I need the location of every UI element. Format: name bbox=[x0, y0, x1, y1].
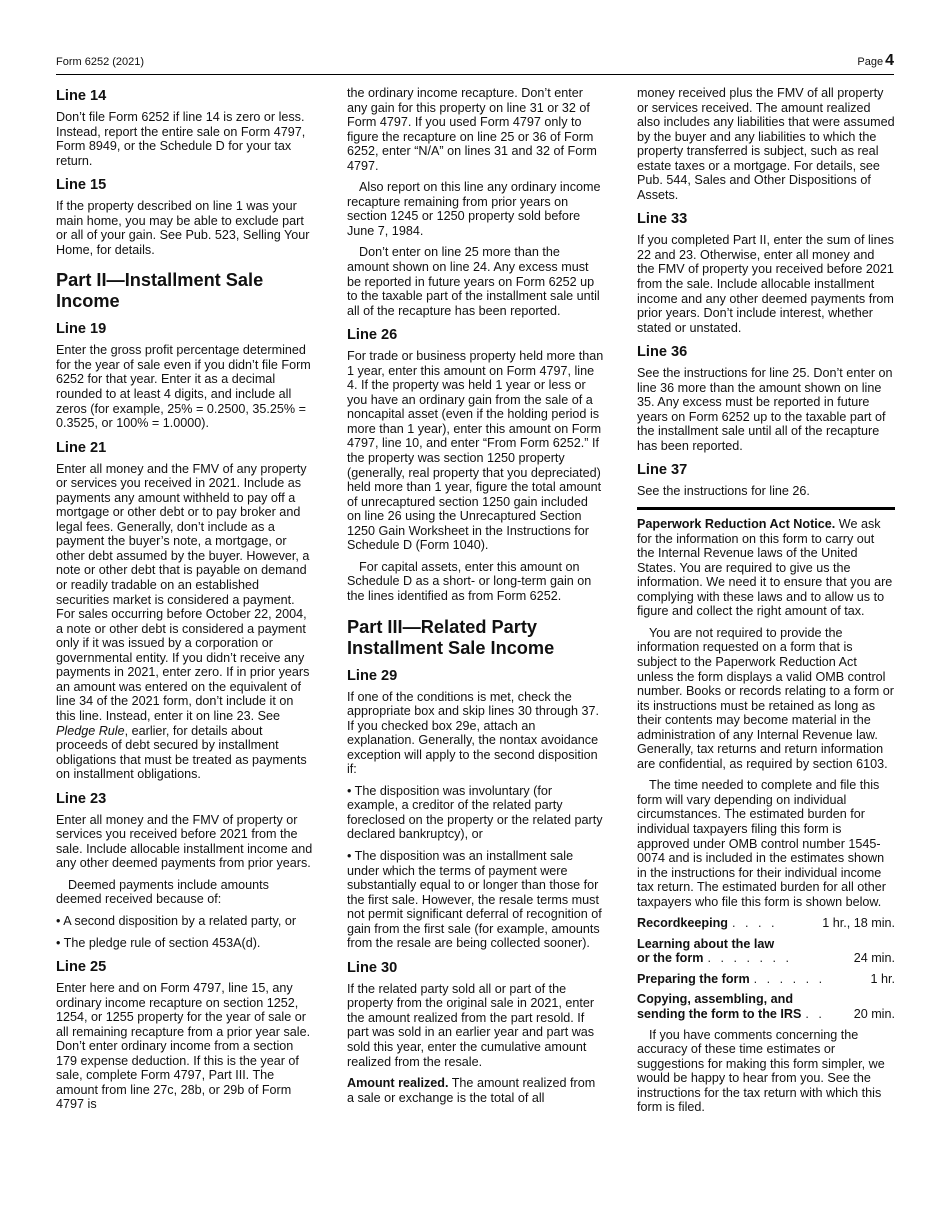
learning-label-1: Learning about the law bbox=[637, 936, 775, 951]
pra-lead: Paperwork Reduction Act Notice. bbox=[637, 517, 836, 532]
recordkeeping-dots: . . . . bbox=[731, 916, 778, 931]
line14-text: Don’t file Form 6252 if line 14 is zero or less. Instead, report the entire sale on Form 4797, Form 8949, or the Schedule D for your tax return. bbox=[56, 110, 306, 168]
line15-heading: Line 15 bbox=[56, 177, 107, 194]
line21-text-b: , earlier, for details about proceeds of debt secured by installment obligations that must be treated as payments on installment obligations. bbox=[56, 723, 307, 782]
part3-heading: Part III—Related Party Installment Sale Income bbox=[347, 616, 555, 658]
burden-copying bbox=[637, 992, 895, 1021]
line21-text-a: Enter all money and the FMV of any property or services you received in 2021. Include as payments any amount withheld to pay off a mortgage or other debt or to pay broker and legal fees. Generally, don’t include as a payment the buyer’s note, a mortgage, or other debt assumed by the buyer. However, a note or other debt that is payable on demand or readily tradable on an established securities market is considered a payment. For sales occurring before October 22, 2004, a note or other debt is considered a payment only if it was issued by a corporation or governmental entity. If you didn’t receive any payments in 2021, enter zero. If in prior years an amount was entered on the equivalent of line 34 of the 2021 form, don’t include it on this line. Instead, enter it on line 23. See bbox=[56, 461, 310, 723]
line25-text: Enter here and on Form 4797, line 15, any ordinary income recapture on section 1252, 1254, or 1255 property for the year of sale or all remaining recapture from a prior year sale. Don’t enter ordinary income from a section 179 expense deduction. If this is the year of sale, complete Form 4797, Part III. The amount from line 27c, 28b, or 29b of Form 4797 is bbox=[56, 981, 311, 1112]
line37-heading: Line 37 bbox=[637, 462, 688, 479]
pra-text-1 bbox=[637, 517, 895, 619]
burden-preparing bbox=[637, 972, 895, 987]
line15-text: If the property described on line 1 was your main home, you may be able to exclude part or all of your gain. See Pub. 523, Selling Your Home, for details. bbox=[56, 199, 310, 257]
recordkeeping-time: 1 hr., 18 min. bbox=[822, 916, 895, 931]
line21-heading: Line 21 bbox=[56, 439, 107, 456]
line25-text-2: Also report on this line any ordinary income recapture remaining from prior years on section 1245 or 1250 property sold before June 7, 1984. bbox=[347, 180, 601, 238]
line21-text bbox=[56, 462, 314, 782]
preparing-dots: . . . . . . bbox=[753, 971, 826, 986]
recordkeeping-label: Recordkeeping bbox=[637, 916, 728, 931]
line29-bullet-2: • The disposition was an installment sale under which the terms of payment were substantially equal to or longer than those for the first sale. However, the resale terms must not permit significant deferral of recognition of gain from the first sale (for example, amounts from the resale are being collected sooner). bbox=[347, 848, 602, 951]
pra-text-2: You are not required to provide the information requested on a form that is subject to the Paperwork Reduction Act unless the form displays a valid OMB control number. Books or records relating to a form or its instructions must be retained as long as their contents may become material in the administration of any Internal Revenue law. Generally, tax returns and return information are confidential, as required by section 6103. bbox=[637, 625, 894, 771]
learning-label-2: or the form bbox=[637, 951, 704, 966]
column-left bbox=[56, 86, 314, 1119]
form-id: Form 6252 (2021) bbox=[56, 56, 145, 68]
page-number: 4 bbox=[885, 52, 894, 69]
copying-label-2: sending the form to the IRS bbox=[637, 1006, 802, 1021]
page-label: Page bbox=[857, 56, 884, 68]
amount-realized-lead: Amount realized. bbox=[347, 1076, 449, 1091]
line36-heading: Line 36 bbox=[637, 344, 688, 361]
comments-text: If you have comments concerning the accuracy of these time estimates or suggestions for making this form simpler, we would be happy to hear from you. See the instructions for the tax return with which this form is filed. bbox=[637, 1027, 885, 1115]
line23-heading: Line 23 bbox=[56, 790, 107, 807]
line23-bullet-2: • The pledge rule of section 453A(d). bbox=[56, 935, 261, 950]
preparing-label: Preparing the form bbox=[637, 971, 750, 986]
burden-recordkeeping bbox=[637, 916, 895, 931]
pra-body: We ask for the information on this form to carry out the Internal Revenue laws of the United States. You are required to give us the information. We need it to ensure that you are complying with these laws and to allow us to figure and collect the right amount of tax. bbox=[637, 517, 893, 619]
pra-divider bbox=[637, 507, 895, 510]
page-header bbox=[56, 52, 894, 72]
line25-text-3: Don’t enter on line 25 more than the amount shown on line 24. Any excess must be reported in future years on Form 6252 up to the taxable part of the installment sale until all of the recapture has been reported. bbox=[347, 245, 600, 318]
line29-text: If one of the conditions is met, check the appropriate box and skip lines 30 through 37. If you checked box 29e, attach an explanation. Generally, the nontax avoidance exception will apply to the second disposition if: bbox=[347, 689, 600, 777]
copying-time: 20 min. bbox=[853, 1006, 895, 1021]
learning-dots: . . . . . . . bbox=[707, 951, 792, 966]
line25-heading: Line 25 bbox=[56, 959, 107, 976]
line14-heading: Line 14 bbox=[56, 88, 107, 104]
amount-realized-continued: money received plus the FMV of all property or services received. The amount realized also includes any liabilities that were assumed by the buyer and any liabilities to which the property transferred is subject, such as real estate taxes or a mortgage. For details, see Pub. 544, Sales and Other Dispositions of Assets. bbox=[637, 86, 895, 202]
burden-table bbox=[637, 916, 895, 1021]
amount-realized-text bbox=[347, 1076, 605, 1105]
part2-heading: Part II—Installment Sale Income bbox=[56, 270, 264, 312]
line30-text: If the related party sold all or part of the property from the original sale in 2021, enter the amount realized from the part resold. If part was sold in an earlier year and part was sold this year, enter the cumulative amount realized from the resale. bbox=[347, 981, 595, 1069]
line19-heading: Line 19 bbox=[56, 321, 107, 338]
line26-text-2: For capital assets, enter this amount on Schedule D as a short- or long-term gain on the lines identified as from Form 6252. bbox=[347, 559, 592, 603]
pra-text-3: The time needed to complete and file this form will vary depending on individual circumstances. The estimated burden for individual taxpayers filing this form is approved under OMB control number 1545-0074 and is included in the estimates shown in the instructions for their individual income tax return. The estimated burden for all other taxpayers who file this form is shown below. bbox=[637, 778, 886, 909]
line25-continued: the ordinary income recapture. Don’t enter any gain for this property on line 31 or 32 of Form 4797. If you used Form 4797 only to figure the recapture on line 25 or 36 of Form 6252, enter “N/A” on lines 31 and 32 of Form 4797. bbox=[347, 86, 597, 173]
header-rule bbox=[56, 74, 894, 75]
line23-deemed: Deemed payments include amounts deemed received because of: bbox=[56, 877, 269, 907]
learning-time: 24 min. bbox=[853, 951, 895, 966]
line23-text: Enter all money and the FMV of property or services you received before 2021 from the sale. Include allocable installment income and any other deemed payments from prior years. bbox=[56, 812, 313, 871]
line33-text: If you completed Part II, enter the sum of lines 22 and 23. Otherwise, enter all money and the FMV of property you received before 2021 from the sale. Include allocable installment income and any other deemed payments from prior years. Don’t include interest, whether stated or unstated. bbox=[637, 233, 894, 335]
line26-text-1: For trade or business property held more than 1 year, enter this amount on Form 4797, line 4. If the property was held 1 year or less or you have an ordinary gain from the sale of a noncapital asset (even if the holding period is more than 1 year), enter this amount on Form 4797, line 10, and enter “From Form 6252.” If the property was section 1250 property (generally, real property that you depreciated) held more than 1 year, figure the total amount of unrecaptured section 1250 gain included on line 26 using the Unrecaptured Section 1250 Gain Worksheet in the Instructions for Schedule D (Form 1040). bbox=[347, 349, 604, 553]
pledge-rule-ref: Pledge Rule bbox=[56, 723, 125, 738]
line29-bullet-1: • The disposition was involuntary (for example, a creditor of the related party foreclosed on the property or the related party declared bankruptcy), or bbox=[347, 783, 603, 842]
copying-dots: . . bbox=[805, 1006, 825, 1021]
line37-text: See the instructions for line 26. bbox=[637, 484, 810, 499]
column-right bbox=[637, 86, 895, 1122]
line29-heading: Line 29 bbox=[347, 667, 398, 684]
line23-bullet-1: • A second disposition by a related party, or bbox=[56, 913, 297, 928]
line30-heading: Line 30 bbox=[347, 959, 398, 976]
burden-learning bbox=[637, 937, 895, 966]
column-middle bbox=[347, 86, 605, 1112]
preparing-time: 1 hr. bbox=[870, 971, 895, 986]
amount-realized-body: The amount realized from a sale or exchange is the total of all bbox=[347, 1076, 596, 1105]
page-number-block bbox=[857, 52, 894, 70]
line19-text: Enter the gross profit percentage determined for the year of sale even if you didn’t file Form 6252 for that year. Enter it as a decimal rounded to at least 4 digits, and include all zeros (for example, 25% = 0.2500, 35.25% = 0.3525, or 100% = 1.0000). bbox=[56, 343, 311, 431]
line26-heading: Line 26 bbox=[347, 327, 398, 344]
line36-text: See the instructions for line 25. Don’t enter on line 36 more than the amount shown on line 35. Any excess must be reported in future years on Form 6252 up to the taxable part of the installment sale until all of the recapture has been reported. bbox=[637, 366, 893, 453]
line33-heading: Line 33 bbox=[637, 211, 688, 228]
copying-label-1: Copying, assembling, and bbox=[637, 992, 794, 1007]
